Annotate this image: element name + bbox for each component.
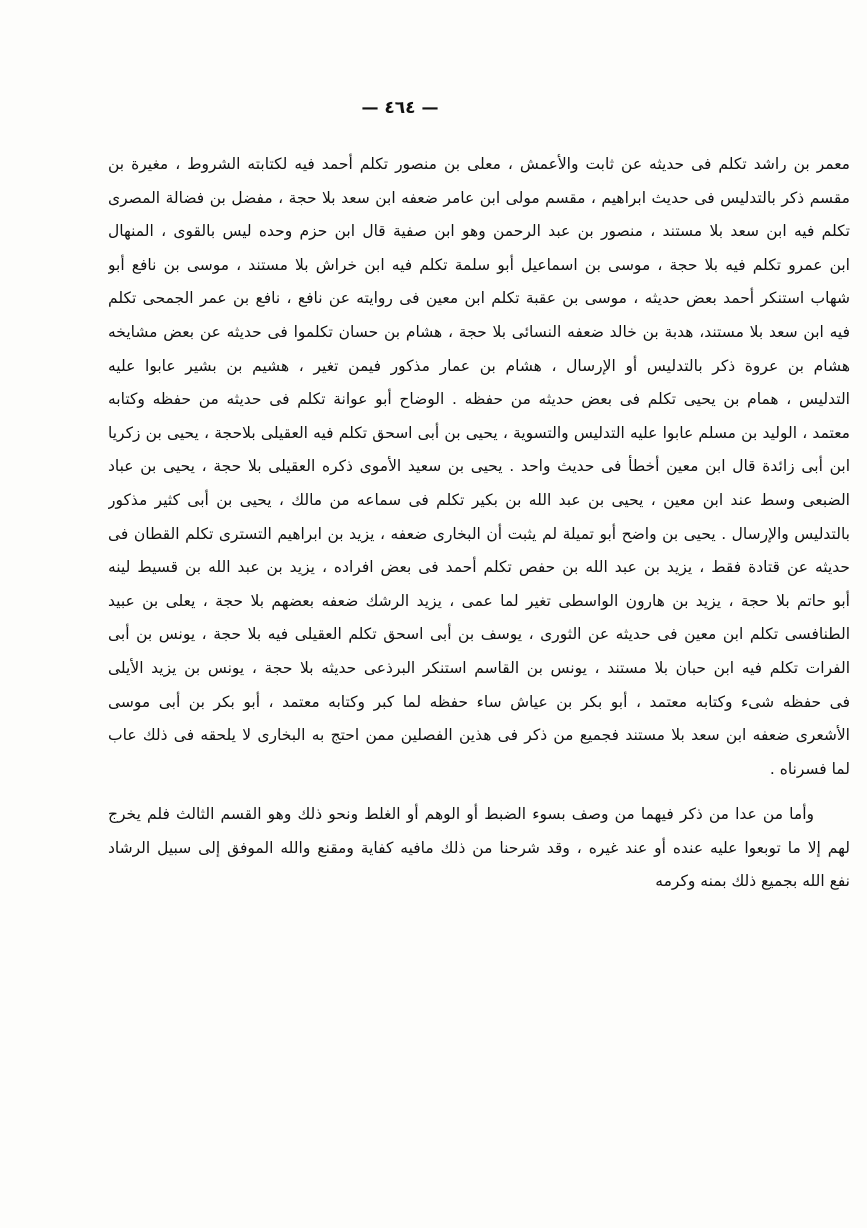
paragraph-2 bbox=[108, 798, 850, 899]
text-line: حديثه عن قتادة فقط ، يزيد بن عبد الله بن حفص تكلم أحمد فى بعض افراده ، يزيد بن عبد الله بن قسيط لينه bbox=[108, 558, 850, 577]
page-number: — ٤٦٤ — bbox=[361, 98, 439, 118]
text-line: بالتدليس والإرسال . يحيى بن واضح أبو تميلة لم يثبت أن البخارى ضعفه ، يزيد بن ابراهيم التسترى تكلم القطان فى bbox=[108, 524, 850, 543]
text-line: فيه ابن سعد بلا مستند، هدبة بن خالد ضعفه النسائى بلا حجة ، هشام بن حسان تكلموا فى حديثه عن بعض مشايخه bbox=[108, 322, 850, 341]
paragraph-gap bbox=[108, 786, 850, 798]
body-text bbox=[108, 148, 850, 899]
text-line: ابن عمرو تكلم فيه بلا حجة ، موسى بن اسماعيل أبو سلمة تكلم فيه ابن خراش بلا مستند ، موسى بن نافع أبو bbox=[108, 255, 850, 274]
text-line: معتمد ، الوليد بن مسلم عابوا عليه التدليس والتسوية ، يحيى بن أبى اسحق تكلم فيه العقيلى بلاحجة ، يحيى بن زكريا bbox=[108, 423, 850, 442]
text-line: الفرات تكلم فيه ابن حبان بلا مستند ، يونس بن القاسم استنكر البرذعى حديثه بلا حجة ، يونس بن يزيد الأيلى bbox=[108, 658, 850, 677]
text-line: وأما من عدا من ذكر فيهما من وصف بسوء الضبط أو الوهم أو الغلط ونحو ذلك وهو القسم الثالث فلم يخرج bbox=[108, 805, 814, 824]
text-line: معمر بن راشد تكلم فى حديثه عن ثابت والأعمش ، معلى بن منصور تكلم أحمد فيه لكتابته الشروط ، مغيرة بن bbox=[108, 155, 850, 173]
text-line: الأشعرى ضعفه ابن سعد بلا مستند فجميع من ذكر فى هذين الفصلين ممن احتج به البخارى لا يلحقه فى ذلك عاب bbox=[108, 726, 850, 745]
text-line: لما فسرناه . bbox=[769, 759, 850, 778]
text-line: نفع الله بجميع ذلك بمنه وكرمه bbox=[655, 872, 850, 891]
text-line: شهاب استنكر أحمد بعض حديثه ، موسى بن عقبة تكلم ابن معين فى روايته عن نافع ، نافع بن عمر الجمحى تكلم bbox=[108, 289, 850, 308]
text-line: الطنافسى تكلم ابن معين فى حديثه عن الثورى ، يوسف بن أبى اسحق تكلم العقيلى فيه بلا حجة ، يونس بن أبى bbox=[108, 625, 850, 644]
text-line: ابن أبى زائدة قال ابن معين أخطأ فى حديث واحد . يحيى بن سعيد الأموى ذكره العقيلى بلا حجة ، يحيى بن عباد bbox=[108, 457, 850, 476]
paragraph-1 bbox=[108, 148, 850, 786]
text-line: تكلم فيه ابن سعد بلا مستند ، منصور بن عبد الرحمن وهو ابن صفية قال ابن حزم وحده ليس بالقوى ، المنهال bbox=[108, 222, 850, 241]
text-line: فى حفظه شىء وكتابه معتمد ، أبو بكر بن عياش ساء حفظه لما كبر وكتابه معتمد ، أبو بكر بن أبى موسى bbox=[108, 692, 850, 711]
text-line: مقسم ذكر بالتدليس فى حديث ابراهيم ، مقسم مولى ابن عامر ضعفه ابن سعد بلا حجة ، مفضل بن فضالة المصرى bbox=[108, 188, 850, 207]
text-line: التدليس ، همام بن يحيى تكلم فى بعض حديثه من حفظه . الوضاح أبو عوانة تكلم فى حديثه من حفظه وكتابه bbox=[108, 390, 850, 409]
text-line: هشام بن عروة ذكر بالتدليس أو الإرسال ، هشام بن عمار مذكور فيمن تغير ، هشيم بن بشير عابوا عليه bbox=[108, 356, 850, 375]
text-line: أبو حاتم بلا حجة ، يزيد بن هارون الواسطى تغير لما عمى ، يزيد الرشك ضعفه بعضهم بلا حجة ، يعلى بن عبيد bbox=[108, 591, 850, 610]
text-line: لهم إلا ما توبعوا عليه عنده أو عند غيره ، وقد شرحنا من ذلك مافيه كفاية ومقنع والله الموفق إلى سبيل الرشاد bbox=[108, 838, 850, 857]
text-line: الضبعى وسط عند ابن معين ، يحيى بن عبد الله بن بكير تكلم فى سماعه من مالك ، يحيى بن أبى كثير مذكور bbox=[108, 490, 850, 509]
